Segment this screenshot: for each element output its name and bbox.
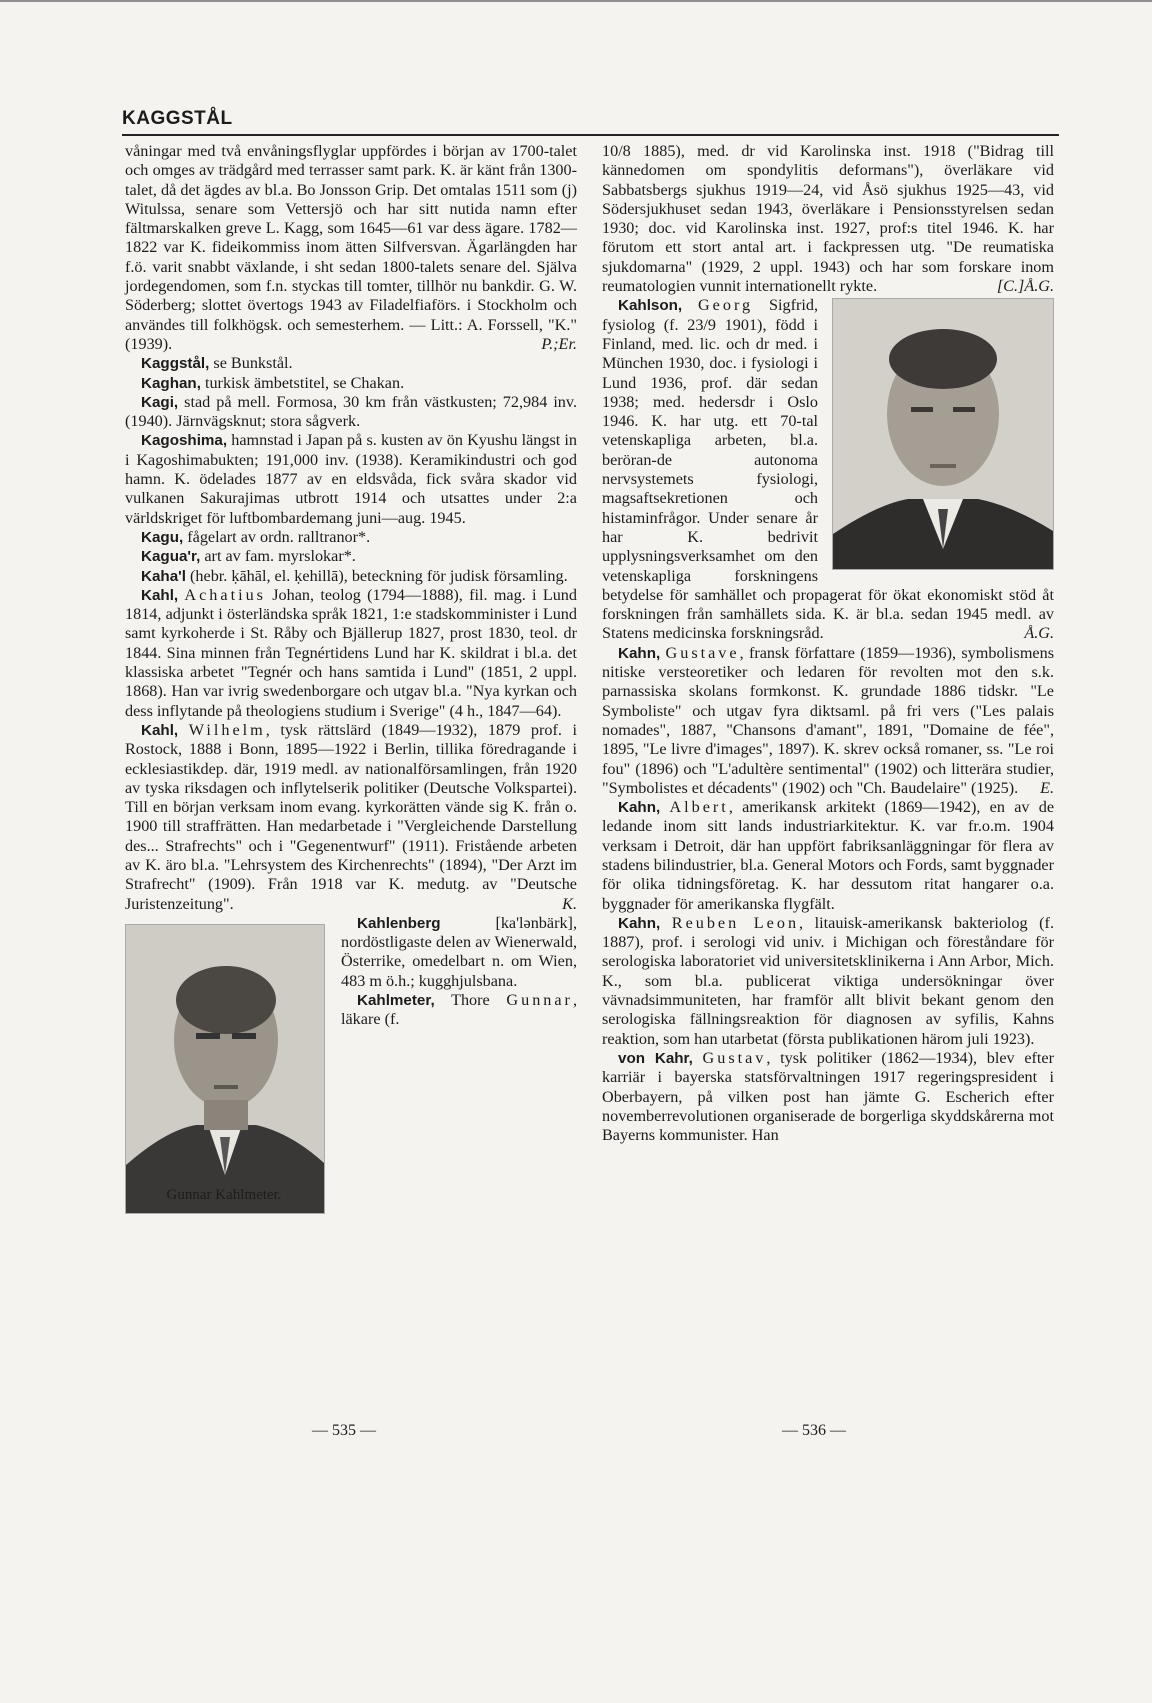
top-border	[0, 0, 1152, 2]
portrait-kahlmeter-image	[125, 924, 325, 1214]
entry-kahal: Kaha'l (hebr. ḳāhāl, el. ḳehillā), beteckning för judisk församling.	[141, 566, 568, 585]
entry-von-kahr: von Kahr, Gustav, tysk politiker (1862—1934), blev efter karriär i bayerska statsförvaltningen 1917 regeringspresident i Oberbayern, på vilken post han jämte G. Escherich efter novemberrevolutionen organiserade de borgerliga skyddskårerna mot Bayerns kommunister. Han	[602, 1048, 1054, 1145]
page-number-left: — 535 —	[312, 1422, 376, 1439]
entry-kagi: Kagi, stad på mell. Formosa, 30 km från västkusten; 72,984 inv. (1940). Järnvägsknut; stora sågverk.	[125, 392, 577, 431]
entry-kaghan: Kaghan, turkisk ämbetstitel, se Chakan.	[141, 373, 405, 392]
entry-kahlson: Kahlson, Georg Sigfrid, fysiolog (f. 23/9 1901), född i Finland, med. lic. och dr med. i München 1930, doc. i fysiologi i Lund 1936, prof. där sedan 1938; med. hedersdr i Oslo 1946. K. har utg. ett 70-tal vetenskapliga arbeten, bl.a. beröran-de autonoma nervsystemets fysiologi, magsaftsekretionen och histaminfrågor. Under senare år har K. bedrivit upplysningsverksamhet om den vetenskapliga forskningens betydelse för samhället och propagerat för ökat ekonomiskt stöd åt forskningen från samhällets sida. K. är bl.a. sedan 1945 medl. av Statens medicinska forskningsråd. Å.G.	[602, 296, 1054, 643]
portrait-kahlson-image	[832, 298, 1054, 570]
page-header: KAGGSTÅL	[122, 108, 233, 129]
entry-kahn-reuben: Kahn, Reuben Leon, litauisk-amerikansk bakteriolog (f. 1887), prof. i serologi vid univ. i Michigan och föreståndare för serologiska laboratoriet vid universitetsklinikerna i Ann Arbor, Mich. K., som bl.a. publicerat viktiga undersökningar över vävnadsimmuniteten, har framför allt blivit bekant genom den serologiska fällningsreaktion för diagnosen av syfilis, Kahns reaktion, som han utarbetat (första publikationen härom juli 1923).	[602, 913, 1054, 1048]
entry-kahlmeter-cont: 10/8 1885), med. dr vid Karolinska inst. 1918 ("Bidrag till kännedomen om spondylitis deformans"), överläkare vid Sabbatsbergs sjukhus 1919—24, vid Åsö sjukhus 1925—43, vid Södersjukhuset sedan 1943, överläkare i Pensionsstyrelsen sedan 1930; doc. vid Karolinska inst. 1927, prof:s titel 1946. K. har förutom ett stort antal art. i fackpressen utg. "De reumatiska sjukdomarna" (1929, 2 uppl. 1943) och har som forskare inom reumatologien vunnit internationellt rykte. [C.]Å.G.	[602, 142, 1054, 296]
entry-kahl-achatius: Kahl, Achatius Johan, teolog (1794—1888), fil. mag. i Lund 1814, adjunkt i österländska språk 1821, 1:e stadskomminister i Lund samt kyrkoherde i St. Råby och Bjällerup 1827, prost 1830, teol. dr 1844. Sina minnen från Tegnértidens Lund har K. skildrat i bl.a. det klassiska arbetet "Tegnér och hans samtida i Lund" (1851, 2 uppl. 1868). Han var ivrig swedenborgare och utgav bl.a. "Nya kyrkan och dess inflytande på theologiens studium i Sverige" (4 h., 1847—64).	[125, 585, 577, 720]
entry-kahlmeter: Kahlmeter, Thore Gunnar, läkare (f.	[341, 991, 577, 1029]
entry-kaggstal: Kaggstål, se Bunkstål.	[141, 354, 293, 373]
portrait-caption: Gunnar Kahlmeter.	[166, 1186, 282, 1203]
entry-kahl-wilhelm: Kahl, Wilhelm, tysk rättslärd (1849—1932), 1879 prof. i Rostock, 1888 i Bonn, 1895—1922 i Berlin, tillika föredragande i ecklesiastikdep. där, 1919 medl. av nationalförsamlingen, från 1920 av tyska riksdagen och inflytelserik politiker (Deutsche Volkspartei). Till en början verksam inom evang. kyrkorätten vände sig K. från o. 1900 till straffrätten. Han medarbetade i "Vergleichende Darstellung des... Strafrechts" och i "Gegenentwurf" (1911). Fristående arbeten av K. äro bl.a. "Lehrsystem des Kirchenrechts" (1894), "Der Arzt im Strafrecht" (1909). Från 1918 var K. medutg. av "Deutsche Juristenzeitung". K.	[125, 720, 577, 913]
entry-kagoshima: Kagoshima, hamnstad i Japan på s. kusten av ön Kyushu längst in i Kagoshimabukten; 191,000 inv. (1938). Keramikindustri och god hamn. K. ödelades 1877 av en eldsvåda, fick svåra skador vid vulkanen Sakurajimas utbrott 1914 och utsattes under 2:a världskriget för luftbombardemang juni—aug. 1945.	[125, 431, 577, 527]
header-rule	[122, 134, 1059, 136]
page-number-right: — 536 —	[782, 1422, 846, 1439]
entry-kaguar: Kagua'r, art av fam. myrslokar*.	[141, 547, 356, 566]
entry-kaggstal-castle: våningar med två envåningsflyglar uppfördes i början av 1700-talet och omges av trädgård med terrasser samt park. K. är känt från 1300-talet, då det ägdes av bl.a. Bo Jonsson Grip. Det omtalas 1511 som (j) Witulssa, senare som Vettersjö och har sitt nutida namn efter fältmarskalken greve L. Kagg, som 1645—61 var dess ägare. 1782—1822 var K. fideikommiss inom ätten Silfversvan. Ägarlängden har f.ö. varit snabbt växlande, i sht sedan 1800-talets senare del. Själva jordegendomen, som f.n. styckas till tomter, tillhör nu bankdir. G. W. Söderberg; slottet övertogs 1943 av Filadelfiaförs. i Stockholm och användes till folkhögsk. och semesterhem. — Litt.: A. Forssell, "K." (1939). P.;Er.	[125, 142, 577, 353]
left-column	[125, 142, 577, 1216]
entry-kahlenberg: Kahlenberg [ka'lənbärk], nordöstligaste delen av Wienerwald, Österrike, omedelbart n. om Wien, 483 m ö.h.; kugghjulsbana.	[341, 913, 577, 990]
entry-kahn-gustave: Kahn, Gustave, fransk författare (1859—1936), symbolismens nitiske versteoretiker och ledaren för revolten mot den s.k. parnassiska skolans formkonst. K. grundade 1886 tidskr. "Le Symboliste" och utgav fyra diktsaml. på fri vers ("Les palais nomades", 1887, "Chansons d'amant", 1891, "Domaine de fée", 1895, "Le livre d'images", 1897). K. skrev också romaner, ss. "Le roi fou" (1896) och "L'adultère sentimental" (1902) och litterära studier, "Symbolistes et décadents" (1902) och "Ch. Baudelaire" (1925). E.	[602, 643, 1054, 797]
entry-kagu: Kagu, fågelart av ordn. ralltranor*.	[141, 527, 371, 546]
right-column	[602, 142, 1054, 1145]
entry-kahn-albert: Kahn, Albert, amerikansk arkitekt (1869—1942), en av de ledande inom sitt lands industriarkitektur. K. var fr.o.m. 1904 verksam i Detroit, där han uppfört fabriksanläggningar för flera av stadens bilindustrier, bl.a. General Motors och Fords, samt byggnader för olika tidningsföretag. K. har dessutom ritat hangarer o.a. byggnader för amerikanska flygfält.	[602, 798, 1055, 913]
